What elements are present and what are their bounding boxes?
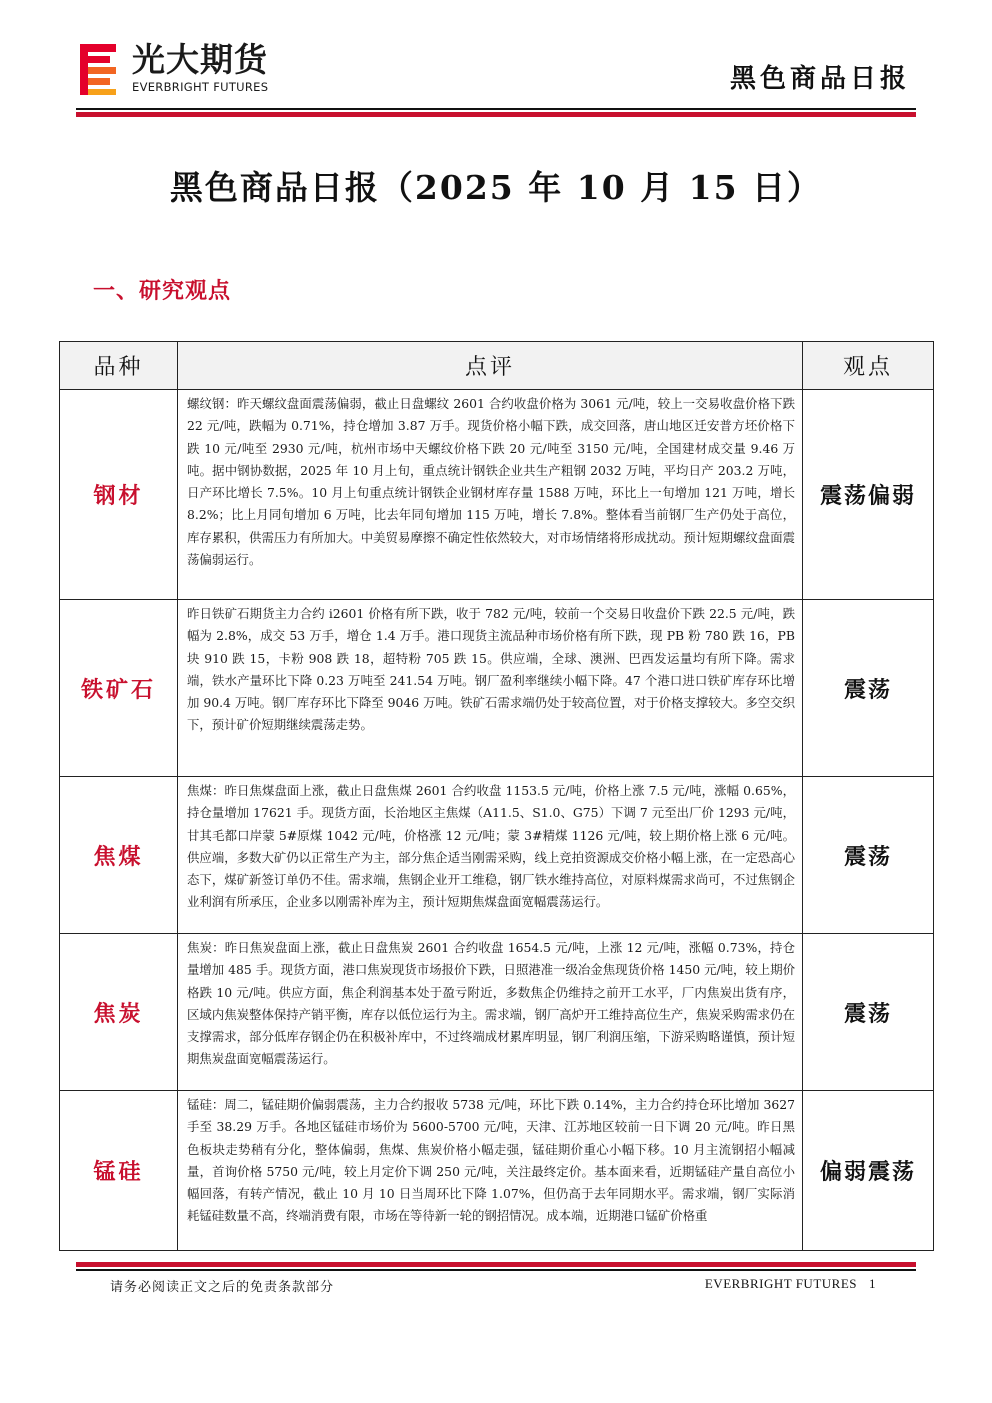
column-header-comment: 点评 (178, 342, 803, 390)
commodity-name: 铁矿石 (60, 600, 178, 777)
table-row (60, 600, 934, 777)
commodity-comment: 焦煤：昨日焦煤盘面上涨，截止日盘焦煤 2601 合约收盘 1153.5 元/吨，价格上涨 7.5 元/吨，涨幅 0.65%，持仓量增加 17621 手。现货方面，长治地区主焦煤（A11.5、S1.0、G75）下调 7 元至出厂价 1293 元/吨，甘其毛都口岸蒙 5#原煤 1042 元/吨，价格涨 12 元/吨；蒙 3#精煤 1126 元/吨，较上期价格上涨 6 元/吨。供应端，多数大矿仍以正常生产为主，部分焦企适当刚需采购，线上竞拍资源成交价格小幅上涨，在一定恐高心态下，煤矿新签订单仍不佳。需求端，焦钢企业开工维稳，钢厂铁水维持高位，对原料煤需求尚可，不过焦钢企业利润有所承压，企业多以刚需补库为主，预计短期焦煤盘面宽幅震荡运行。 (178, 777, 803, 934)
column-header-kind: 品种 (60, 342, 178, 390)
table-row (60, 390, 934, 600)
column-header-view: 观点 (803, 342, 934, 390)
commodity-view: 震荡 (803, 777, 934, 934)
footer-company (705, 1276, 876, 1292)
company-logo (76, 40, 286, 98)
document-title: 黑色商品日报（2025 年 10 月 15 日） (169, 168, 823, 207)
report-name: 黑色商品日报 (729, 64, 910, 94)
header-accent-rule (76, 112, 916, 117)
table-header-row (60, 342, 934, 390)
commodity-view: 震荡偏弱 (803, 390, 934, 600)
commodity-comment: 锰硅：周二，锰硅期价偏弱震荡，主力合约报收 5738 元/吨，环比下跌 0.14%，主力合约持仓环比增加 3627 手至 38.29 万手。各地区锰硅市场价为 5600-5700 元/吨，天津、江苏地区较前一日下调 20 元/吨。昨日黑色板块走势稍有分化，整体偏弱，焦煤、焦炭价格小幅走强，锰硅期价重心小幅下移。10 月主流钢招小幅减量，首询价格 5750 元/吨，较上月定价下调 250 元/吨，关注最终定价。基本面来看，近期锰硅产量自高位小幅回落，有转产情况，截止 10 月 10 日当周环比下降 1.07%，但仍高于去年同期水平。需求端，钢厂实际消耗锰硅数量不高，终端消费有限，市场在等待新一轮的钢招情况。成本端，近期港口锰矿价格重 (178, 1091, 803, 1251)
table-row (60, 934, 934, 1091)
research-view-table (59, 341, 934, 1251)
commodity-view: 震荡 (803, 600, 934, 777)
commodity-name: 锰硅 (60, 1091, 178, 1251)
table-row (60, 1091, 934, 1251)
commodity-view: 震荡 (803, 934, 934, 1091)
commodity-name: 焦炭 (60, 934, 178, 1091)
disclaimer-note: 请务必阅读正文之后的免责条款部分 (110, 1280, 335, 1295)
commodity-view: 偏弱震荡 (803, 1091, 934, 1251)
commodity-comment: 昨日铁矿石期货主力合约 i2601 价格有所下跌，收于 782 元/吨，较前一个交易日收盘价下跌 22.5 元/吨，跌幅为 2.8%，成交 53 万手，增仓 1.4 万手。港口现货主流品种市场价格有所下跌，现 PB 粉 780 跌 16，PB 块 910 跌 15，卡粉 908 跌 18，超特粉 705 跌 15。供应端，全球、澳洲、巴西发运量均有所下降。需求端，铁水产量环比下降 0.23 万吨至 241.54 万吨。钢厂盈利率继续小幅下降。47 个港口进口铁矿库存环比增加 90.4 万吨。钢厂库存环比下降至 9046 万吨。铁矿石需求端仍处于较高位置，对于价格支撑较大。多空交织下，预计矿价短期继续震荡走势。 (178, 600, 803, 777)
commodity-comment: 焦炭：昨日焦炭盘面上涨，截止日盘焦炭 2601 合约收盘 1654.5 元/吨，上涨 12 元/吨，涨幅 0.73%，持仓量增加 485 手。现货方面，港口焦炭现货市场报价下跌，日照港准一级冶金焦现货价格 1450 元/吨，较上期价格跌 10 元/吨。供应方面，焦企利润基本处于盈亏附近，多数焦企仍维持之前开工水平，厂内焦炭出货有序，区域内焦炭整体保持产销平衡，库存以低位运行为主。需求端，钢厂高炉开工维持高位生产，焦炭采购需求仍在支撑需求，部分低库存钢企仍在积极补库中，不过终端成材累库明显，钢厂利润压缩，下游采购略谨慎，预计短期焦炭盘面宽幅震荡运行。 (178, 934, 803, 1091)
logo-english-name: EVERBRIGHT FUTURES (132, 80, 269, 94)
logo-mark-icon (76, 42, 120, 96)
commodity-name: 焦煤 (60, 777, 178, 934)
commodity-name: 钢材 (60, 390, 178, 600)
commodity-comment: 螺纹钢：昨天螺纹盘面震荡偏弱，截止日盘螺纹 2601 合约收盘价格为 3061 元/吨，较上一交易收盘价格下跌 22 元/吨，跌幅为 0.71%，持仓增加 3.87 万手。现货价格小幅下跌，成交回落，唐山地区迁安普方坯价格下跌 10 元/吨至 2930 元/吨，杭州市场中天螺纹价格下跌 20 元/吨至 3150 元/吨，全国建材成交量 9.46 万吨。据中钢协数据，2025 年 10 月上旬，重点统计钢铁企业共生产粗钢 2032 万吨，平均日产 203.2 万吨，日产环比增长 7.5%。10 月上旬重点统计钢铁企业钢材库存量 1588 万吨，环比上一旬增加 121 万吨，增长 8.2%；比上月同旬增加 6 万吨，比去年同旬增加 115 万吨，增长 7.8%。整体看当前钢厂生产仍处于高位，库存累积，供需压力有所加大。中美贸易摩擦不确定性依然较大，对市场情绪将形成扰动。预计短期螺纹盘面震荡偏弱运行。 (178, 390, 803, 600)
table-row (60, 777, 934, 934)
logo-chinese-name: 光大期货 (132, 40, 268, 79)
page-number: 1 (869, 1276, 876, 1291)
section-title: 一、研究观点 (93, 278, 232, 304)
footer-rule (76, 1269, 916, 1271)
header-rule (76, 108, 916, 110)
footer-company-name: EVERBRIGHT FUTURES (704, 1276, 857, 1291)
footer-accent-rule (76, 1262, 916, 1267)
